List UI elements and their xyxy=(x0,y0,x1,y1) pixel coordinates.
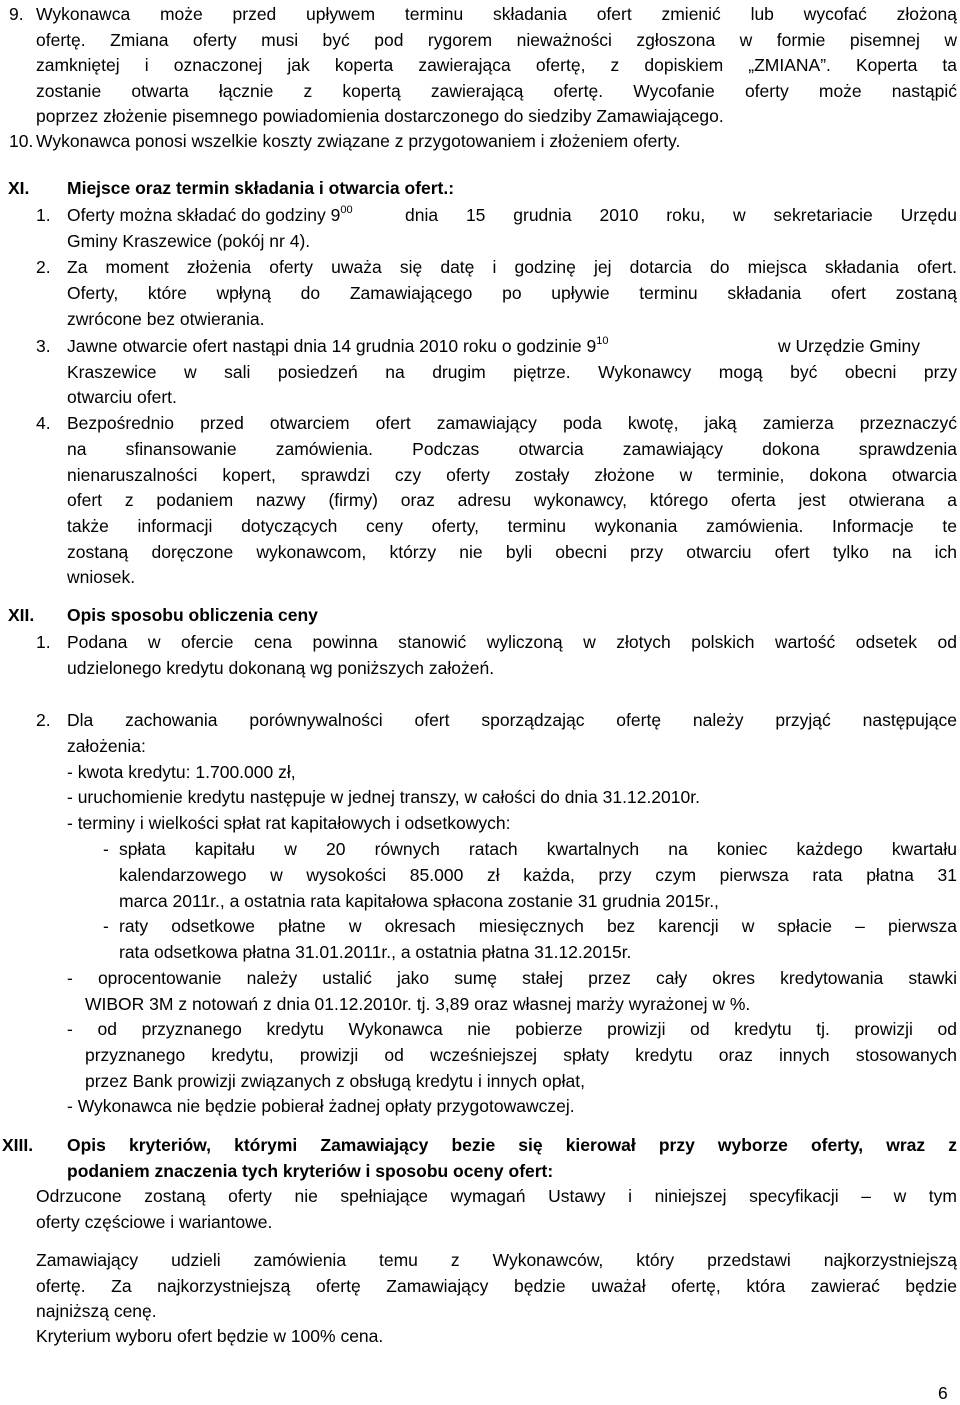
item-number: 1. xyxy=(36,632,51,652)
xi-item-2-line-1: 2. Za moment złożenia oferty uważa się datę i godzinę jej dotarcia do miejsca składania ofert. xyxy=(0,254,960,280)
subbullet-splata-line-2: kalendarzowego w wysokości 85.000 zł każda, przy czym pierwsza rata płatna 31 xyxy=(119,865,957,885)
subbullet-raty-line-2: rata odsetkowa płatna 31.01.2011r., a ostatnia płatna 31.12.2015r. xyxy=(119,942,632,962)
item-number: 3. xyxy=(36,336,51,356)
xi-item-4-line-2: na sfinansowanie zamówienia. Podczas otwarcia zamawiający dokona sprawdzenia xyxy=(67,439,957,459)
item-number: 4. xyxy=(36,413,51,433)
xi-item-2-line-3: zwrócone bez otwierania. xyxy=(67,309,265,329)
item-9-line-4: zostanie otwarta łącznie z kopertą zawierającą ofertę. Wycofanie oferty może nastąpić xyxy=(36,81,957,101)
xi-item-4-line-3: nienaruszalności kopert, sprawdzi czy oferty zostały złożone w terminie, dokona otwarcia xyxy=(67,465,957,485)
item-number: 10. xyxy=(9,131,34,151)
bullet-prowizja-line-3: przez Bank prowizji związanych z obsługą kredytu i innych opłat, xyxy=(85,1071,585,1091)
xi-item-1-line-2: Gminy Kraszewice (pokój nr 4). xyxy=(67,231,311,251)
xii-item-2-line-1: 2. Dla zachowania porównywalności ofert sporządzając ofertę należy przyjąć następujące xyxy=(0,707,960,733)
xi-item-4-line-1: 4. Bezpośrednio przed otwarciem ofert zamawiający poda kwotę, jaką zamierza przeznaczyć xyxy=(0,410,960,436)
item-9-line-5: poprzez złożenie pisemnego powiadomienia dostarczonego do siedziby Zamawiającego. xyxy=(36,106,724,126)
xii-item-1-line-2: udzielonego kredytu dokonaną wg poniższych założeń. xyxy=(67,658,495,678)
bullet-uruchomienie: - uruchomienie kredytu następuje w jednej transzy, w całości do dnia 31.12.2010r. xyxy=(67,787,700,807)
item-number: 9. xyxy=(9,4,24,24)
xi-item-4-line-7: wniosek. xyxy=(67,567,136,587)
xiii-paragraph-1-line-1: Odrzucone zostaną oferty nie spełniające wymagań Ustawy i niniejszej specyfikacji – w tym xyxy=(36,1186,957,1206)
page-number: 6 xyxy=(938,1383,948,1403)
xi-item-3-line-3: otwarciu ofert. xyxy=(67,387,177,407)
bullet-prowizja-line-2: przyznanego kredytu, prowizji od wcześniejszej spłaty kredytu oraz innych stosowanych xyxy=(85,1045,957,1065)
xiii-paragraph-2-line-1: Zamawiający udzieli zamówienia temu z Wykonawców, który przedstawi najkorzystniejszą xyxy=(36,1250,957,1270)
item-number: 2. xyxy=(36,710,51,730)
xi-item-4-line-6: zostaną doręczone wykonawcom, którzy nie byli obecni przy otwarciu ofert tylko na ich xyxy=(67,542,957,562)
xiii-paragraph-2-line-3: najniższą cenę. xyxy=(36,1301,157,1321)
xii-item-2-line-2: założenia: xyxy=(67,736,146,756)
bullet-oprocentowanie-line-1: - oprocentowanie należy ustalić jako sumę stałej przez cały okres kredytowania stawki xyxy=(67,968,957,988)
section-number: XI. xyxy=(8,178,30,198)
subbullet-splata-line-1: - spłata kapitału w 20 równych ratach kwartalnych na koniec każdego kwartału xyxy=(103,839,957,859)
section-number: XII. xyxy=(8,605,35,625)
xi-item-3-line-1: 3. Jawne otwarcie ofert nastąpi dnia 14 grudnia 2010 roku o godzinie $9^{10}$ w Urzędzie Gminy xyxy=(0,333,960,359)
bullet-terminy: - terminy i wielkości spłat rat kapitałowych i odsetkowych: xyxy=(67,813,511,833)
xiii-paragraph-1-line-2: oferty częściowe i wariantowe. xyxy=(36,1212,273,1232)
subbullet-splata-line-3: marca 2011r., a ostatnia rata kapitałowa spłacona zostanie 31 grudnia 2015r., xyxy=(119,891,719,911)
xi-item-1-line-1: 1. Oferty można składać do godziny $9^{00}$ dnia 15 grudnia 2010 roku, w sekretariacie Urzędu xyxy=(0,202,960,228)
xii-item-1-line-1: 1. Podana w ofercie cena powinna stanowić wyliczoną w złotych polskich wartość odsetek od xyxy=(0,629,960,655)
section-xi-heading: XI. Miejsce oraz termin składania i otwarcia ofert.: xyxy=(0,175,960,201)
section-xiii-heading-line-2: podaniem znaczenia tych kryteriów i sposobu oceny ofert: xyxy=(67,1161,554,1181)
xi-item-4-line-4: ofert z podaniem nazwy (firmy) oraz adresu wykonawcy, którego oferta jest otwierana a xyxy=(67,490,957,510)
bullet-kwota: - kwota kredytu: 1.700.000 zł, xyxy=(67,762,296,782)
section-number: XIII. xyxy=(2,1135,34,1155)
item-10: 10. Wykonawca ponosi wszelkie koszty związane z przygotowaniem i złożeniem oferty. xyxy=(0,128,960,154)
xiii-paragraph-2-line-2: ofertę. Za najkorzystniejszą ofertę Zamawiający będzie uważał ofertę, która zawierać będzie xyxy=(36,1276,957,1296)
section-xiii-heading-line-1: XIII. Opis kryteriów, którymi Zamawiający bezie się kierował przy wyborze oferty, wraz z xyxy=(0,1132,960,1158)
item-number: 2. xyxy=(36,257,51,277)
item-9-line-3: zamkniętej i oznaczonej jak koperta zawierająca ofertę, z dopiskiem „ZMIANA”. Koperta ta xyxy=(36,55,957,75)
bullet-oprocentowanie-line-2: WIBOR 3M z notowań z dnia 01.12.2010r. tj. 3,89 oraz własnej marży wyrażonej w %. xyxy=(85,994,751,1014)
section-xii-heading: XII. Opis sposobu obliczenia ceny xyxy=(0,602,960,628)
item-number: 1. xyxy=(36,205,51,225)
bullet-oplata: - Wykonawca nie będzie pobierał żadnej opłaty przygotowawczej. xyxy=(67,1096,575,1116)
subbullet-raty-line-1: - raty odsetkowe płatne w okresach miesięcznych bez karencji w spłacie – pierwsza xyxy=(103,916,957,936)
bullet-prowizja-line-1: - od przyznanego kredytu Wykonawca nie pobierze prowizji od kredytu tj. prowizji od xyxy=(67,1019,957,1039)
item-9-line-1: 9. Wykonawca może przed upływem terminu składania ofert zmienić lub wycofać złożoną xyxy=(0,1,960,27)
xi-item-2-line-2: Oferty, które wpłyną do Zamawiającego po upływie terminu składania ofert zostaną xyxy=(67,283,957,303)
item-9-line-2: ofertę. Zmiana oferty musi być pod rygorem nieważności zgłoszona w formie pisemnej w xyxy=(36,30,957,50)
xiii-paragraph-3: Kryterium wyboru ofert będzie w 100% cena. xyxy=(36,1326,384,1346)
xi-item-3-line-2: Kraszewice w sali posiedzeń na drugim piętrze. Wykonawcy mogą być obecni przy xyxy=(67,362,957,382)
xi-item-4-line-5: także informacji dotyczących ceny oferty, terminu wykonania zamówienia. Informacje te xyxy=(67,516,957,536)
